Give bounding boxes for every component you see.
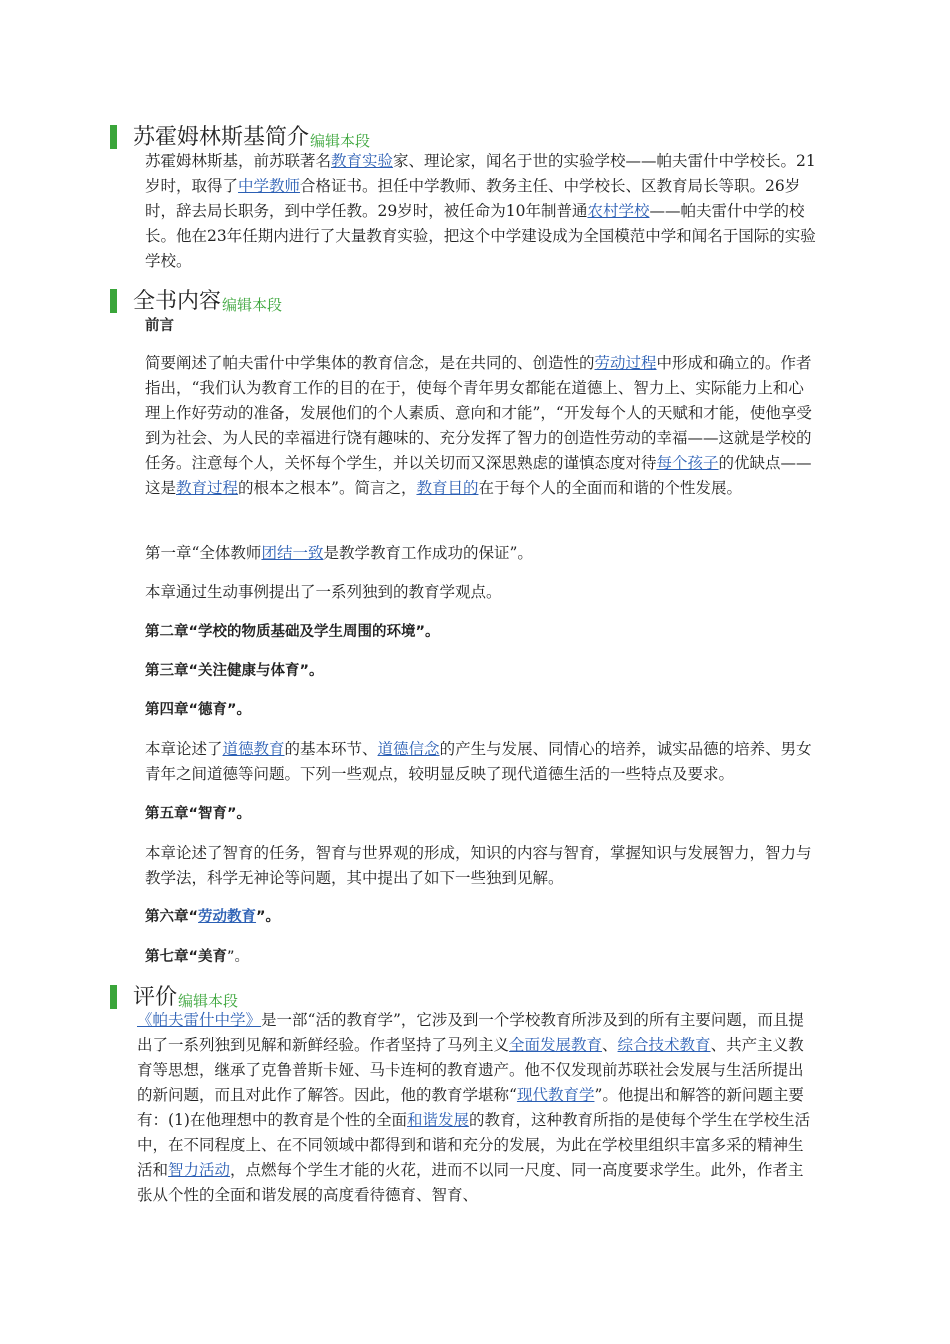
edit-section-link[interactable]: 编辑本段 <box>222 296 283 314</box>
text: 中形成和确立的。作者指出，“我们认为教育工作的目的在于，使每个青年男女都能在道德上、智力上、实际能力上和心理上作好劳动的准备，发展他们的个人素质、意向和才能”，“开发每个人的天赋和才能，使他享受到为社会、为人民的幸福进行饶有趣味的、充分发挥了智力的创造性劳动的幸福——这就是学校的任务。注意每个人，关怀每个学生，并以关切而又深思熟虑的谨慎态度对待 <box>145 354 812 472</box>
link-harmonious-development[interactable]: 和谐发展 <box>406 1111 469 1129</box>
link-education-process[interactable]: 教育过程 <box>176 479 239 497</box>
text: 本章论述了 <box>145 740 223 758</box>
section-marker-icon <box>110 125 117 149</box>
chapter-3: 第三章“关注健康与体育”。 <box>145 663 324 679</box>
chapter-6 <box>145 905 817 930</box>
link-moral-education[interactable]: 道德教育 <box>222 740 285 758</box>
text: 的根本之根本”。简言之， <box>238 479 417 497</box>
link-every-child[interactable]: 每个孩子 <box>656 454 719 472</box>
text: ，点燃每个学生才能的火花，进而不以同一尺度、同一高度要求学生。此外，作者主张从个性的全面和谐发展的高度看待德育、智育、 <box>137 1161 804 1204</box>
text: 苏霍姆林斯基，前苏联著名 <box>145 152 332 170</box>
chapter-2: 第二章“学校的物质基础及学生周围的环境”。 <box>145 624 440 640</box>
section-marker-icon <box>110 289 117 313</box>
chapter-5-desc: 本章论述了智育的任务，智育与世界观的形成，知识的内容与智育，掌握知识与发展智力，智力与教学法，科学无神论等问题，其中提出了如下一些独到见解。 <box>145 844 812 887</box>
link-middle-school-teacher[interactable]: 中学教师 <box>238 177 301 195</box>
section-title: 苏霍姆林斯基简介 <box>133 125 310 150</box>
link-modern-pedagogy[interactable]: 现代教育学 <box>516 1086 595 1104</box>
section-heading-intro <box>110 122 370 152</box>
paragraph-intro <box>145 149 817 274</box>
text: 第一章“全体教师 <box>145 544 262 562</box>
text: 第六章“ <box>145 909 199 925</box>
section-marker-icon <box>110 985 117 1009</box>
text: 、共产主义教育等思想，继承了克鲁普斯卡娅、马卡连柯的教育遗产。他不仅发现前苏联社会发展与生活所提出的新问题，而且对此作了解答。因此，他的教育学堪称“ <box>137 1036 804 1104</box>
chapter-1 <box>145 541 817 566</box>
text: 合格证书。担任中学教师、教务主任、中学校长、区教育局长等职。26岁时，辞去局长职务，到中学任教。29岁时，被任命为10年制普通 <box>145 177 801 220</box>
link-rural-school[interactable]: 农村学校 <box>587 202 650 220</box>
text: 在于每个人的全面而和谐的个性发展。 <box>478 479 742 497</box>
text: 是一部“活的教育学”，它涉及到一个学校教育所涉及到的所有主要问题，而且提出了一系列独到见解和新鲜经验。作者坚持了马列主义 <box>137 1011 804 1054</box>
text: 的教育，这种教育所指的是使每个学生在学校生活中，在不同程度上、在不同领域中都得到和谐和充分的发展，为此在学校里组织丰富多采的精神生活和 <box>137 1111 810 1179</box>
text: ”。 <box>227 949 250 965</box>
section-title: 全书内容 <box>133 289 222 314</box>
section-heading-content <box>110 286 282 316</box>
text: 简要阐述了帕夫雷什中学集体的教育信念，是在共同的、创造性的 <box>145 354 595 372</box>
text: 是教学教育工作成功的保证”。 <box>323 544 533 562</box>
text: 第七章“美育 <box>145 949 228 965</box>
link-book-title[interactable]: 《帕夫雷什中学》 <box>137 1011 262 1029</box>
link-education-experiment[interactable]: 教育实验 <box>331 152 394 170</box>
text: ”。 <box>256 909 281 925</box>
text: 的优缺点——这是 <box>145 454 812 497</box>
edit-section-link[interactable]: 编辑本段 <box>310 132 371 150</box>
text: 、 <box>602 1036 618 1054</box>
link-intellectual-activity[interactable]: 智力活动 <box>168 1161 231 1179</box>
chapter-4-desc <box>145 737 817 787</box>
link-polytechnic-education[interactable]: 综合技术教育 <box>617 1036 711 1054</box>
preface-heading: 前言 <box>145 318 174 334</box>
text: 的基本环节、 <box>284 740 378 758</box>
chapter-7 <box>145 945 817 970</box>
chapter-4: 第四章“德育”。 <box>145 702 252 718</box>
paragraph-review <box>137 1008 817 1208</box>
chapter-5: 第五章“智育”。 <box>145 806 252 822</box>
paragraph-preface <box>145 351 817 501</box>
link-all-round-education[interactable]: 全面发展教育 <box>509 1036 603 1054</box>
link-education-goal[interactable]: 教育目的 <box>416 479 479 497</box>
text: 的产生与发展、同情心的培养，诚实品德的培养、男女青年之间道德等问题。下列一些观点，较明显反映了现代道德生活的一些特点及要求。 <box>145 740 812 783</box>
chapter-1-desc: 本章通过生动事例提出了一系列独到的教育学观点。 <box>145 583 502 601</box>
link-labor-education[interactable]: 劳动教育 <box>198 909 257 925</box>
link-unity[interactable]: 团结一致 <box>261 544 324 562</box>
text: ——帕夫雷什中学的校长。他在23年任期内进行了大量教育实验，把这个中学建设成为全国模范中学和闻名于国际的实验学校。 <box>145 202 816 270</box>
link-labor-process[interactable]: 劳动过程 <box>594 354 657 372</box>
section-title: 评价 <box>133 985 178 1010</box>
edit-section-link[interactable]: 编辑本段 <box>178 992 239 1010</box>
link-moral-belief[interactable]: 道德信念 <box>377 740 440 758</box>
text: 家、理论家，闻名于世的实验学校——帕夫雷什中学校长。21岁时，取得了 <box>145 152 816 195</box>
text: ”。他提出和解答的新问题主要有：(1)在他理想中的教育是个性的全面 <box>137 1086 804 1129</box>
